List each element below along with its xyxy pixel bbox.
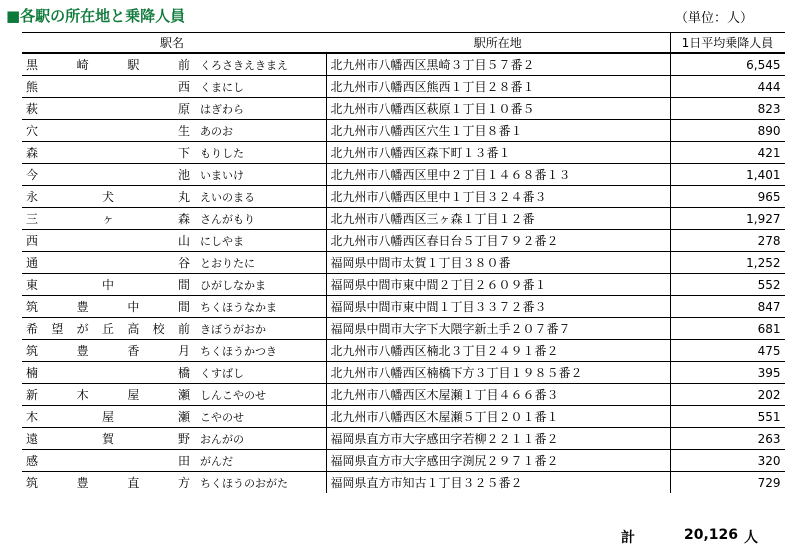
station-address: 福岡県中間市東中間２丁目２６０９番１: [326, 274, 670, 296]
station-kana: ちくほうかつき: [196, 340, 326, 362]
station-table: [22, 32, 785, 493]
station-kana: くすばし: [196, 362, 326, 384]
station-riders: 552: [670, 274, 785, 296]
station-name: 森下: [22, 142, 196, 164]
station-name: 西山: [22, 230, 196, 252]
total-unit: 人: [744, 530, 758, 546]
station-kana: くまにし: [196, 76, 326, 98]
station-riders: 6,545: [670, 53, 785, 76]
station-kana: きぼうがおか: [196, 318, 326, 340]
station-riders: 1,252: [670, 252, 785, 274]
station-name: 木屋瀬: [22, 406, 196, 428]
station-name: 楠橋: [22, 362, 196, 384]
station-riders: 263: [670, 428, 785, 450]
station-kana: さんがもり: [196, 208, 326, 230]
station-name: 東中間: [22, 274, 196, 296]
station-name: 熊西: [22, 76, 196, 98]
station-name: 黒崎駅前: [22, 53, 196, 76]
station-address: 北九州市八幡西区木屋瀬５丁目２０１番１: [326, 406, 670, 428]
table-row: [22, 186, 785, 208]
station-address: 福岡県中間市大字下大隈字新土手２０７番７: [326, 318, 670, 340]
station-address: 福岡県中間市太賀１丁目３８０番: [326, 252, 670, 274]
station-kana: もりした: [196, 142, 326, 164]
station-riders: 202: [670, 384, 785, 406]
station-address: 北九州市八幡西区里中２丁目１４６８番１３: [326, 164, 670, 186]
table-row: [22, 362, 785, 384]
station-kana: にしやま: [196, 230, 326, 252]
station-kana: はぎわら: [196, 98, 326, 120]
station-address: 北九州市八幡西区黒崎３丁目５７番２: [326, 53, 670, 76]
table-row: [22, 340, 785, 362]
station-riders: 320: [670, 450, 785, 472]
table-row: [22, 384, 785, 406]
station-name: 感田: [22, 450, 196, 472]
table-row: [22, 472, 785, 494]
station-kana: しんこやのせ: [196, 384, 326, 406]
total-value: 20,126: [684, 527, 739, 543]
station-address: 北九州市八幡西区楠橋下方３丁目１９８５番２: [326, 362, 670, 384]
table-row: [22, 296, 785, 318]
station-riders: 729: [757, 475, 781, 490]
station-name: 遠賀野: [22, 428, 196, 450]
table-row: [22, 318, 785, 340]
table-row: [22, 208, 785, 230]
station-address: 北九州市八幡西区森下町１３番１: [326, 142, 670, 164]
table-row: [22, 274, 785, 296]
station-address: 北九州市八幡西区木屋瀬１丁目４６６番３: [326, 384, 670, 406]
page-title: ■各駅の所在地と乗降人員: [6, 7, 186, 25]
table-row: [22, 230, 785, 252]
station-riders: 444: [670, 76, 785, 98]
station-name: 穴生: [22, 120, 196, 142]
station-name: 三ヶ森: [22, 208, 196, 230]
station-kana: こやのせ: [196, 406, 326, 428]
station-address: 福岡県直方市大字感田字渕尻２９７１番２: [326, 450, 670, 472]
station-riders: 421: [670, 142, 785, 164]
station-address: 福岡県中間市東中間１丁目３３７２番３: [326, 296, 670, 318]
station-riders: 965: [670, 186, 785, 208]
station-kana: がんだ: [196, 450, 326, 472]
station-riders: 395: [670, 362, 785, 384]
station-name: 永犬丸: [22, 186, 196, 208]
station-address: 北九州市八幡西区熊西１丁目２８番１: [326, 76, 670, 98]
table-row: [22, 76, 785, 98]
station-address: 福岡県直方市知古１丁目３２５番２: [326, 472, 670, 494]
station-name: 萩原: [22, 98, 196, 120]
table-row: [22, 406, 785, 428]
station-kana: いまいけ: [196, 164, 326, 186]
station-address: 北九州市八幡西区三ヶ森１丁目１２番: [326, 208, 670, 230]
station-kana: おんがの: [196, 428, 326, 450]
header-station: 駅名: [22, 33, 326, 54]
table-row: [22, 53, 785, 76]
station-kana: えいのまる: [196, 186, 326, 208]
station-name: 通谷: [22, 252, 196, 274]
total-label: 計: [621, 530, 635, 546]
station-riders: 847: [670, 296, 785, 318]
header-address: 駅所在地: [326, 33, 670, 54]
station-name: 筑豊中間: [22, 296, 196, 318]
station-riders: 823: [670, 98, 785, 120]
station-kana: くろさきえきまえ: [196, 53, 326, 76]
station-riders: 1,927: [670, 208, 785, 230]
station-riders: 475: [670, 340, 785, 362]
station-riders: 1,401: [670, 164, 785, 186]
table-row: [22, 142, 785, 164]
station-kana: とおりたに: [196, 252, 326, 274]
station-address: 北九州市八幡西区楠北３丁目２４９１番２: [326, 340, 670, 362]
station-riders: 278: [670, 230, 785, 252]
station-address: 福岡県直方市大字感田字若柳２２１１番２: [326, 428, 670, 450]
station-kana: あのお: [196, 120, 326, 142]
table-row: [22, 98, 785, 120]
station-address: 北九州市八幡西区穴生１丁目８番１: [326, 120, 670, 142]
table-row: [22, 120, 785, 142]
table-row: [22, 164, 785, 186]
station-kana: ちくほうのおがた: [196, 472, 326, 494]
station-address: 北九州市八幡西区里中１丁目３２４番３: [326, 186, 670, 208]
station-kana: ひがしなかま: [196, 274, 326, 296]
table-body: [22, 53, 785, 493]
table-row: [22, 252, 785, 274]
unit-note: （単位：人）: [674, 11, 753, 26]
table-row: [22, 450, 785, 472]
station-riders: 890: [670, 120, 785, 142]
station-kana: ちくほうなかま: [196, 296, 326, 318]
station-name: 筑豊香月: [22, 340, 196, 362]
station-name: 筑豊直方: [26, 476, 190, 490]
station-riders: 681: [670, 318, 785, 340]
station-name: 新木屋瀬: [22, 384, 196, 406]
header-riders: 1日平均乗降人員: [670, 33, 785, 54]
station-address: 北九州市八幡西区萩原１丁目１０番５: [326, 98, 670, 120]
table-header-row: [22, 33, 785, 54]
table-row: [22, 428, 785, 450]
station-name: 希望が丘高校前: [22, 318, 196, 340]
station-riders: 551: [670, 406, 785, 428]
station-name: 今池: [22, 164, 196, 186]
station-address: 北九州市八幡西区春日台５丁目７９２番２: [326, 230, 670, 252]
